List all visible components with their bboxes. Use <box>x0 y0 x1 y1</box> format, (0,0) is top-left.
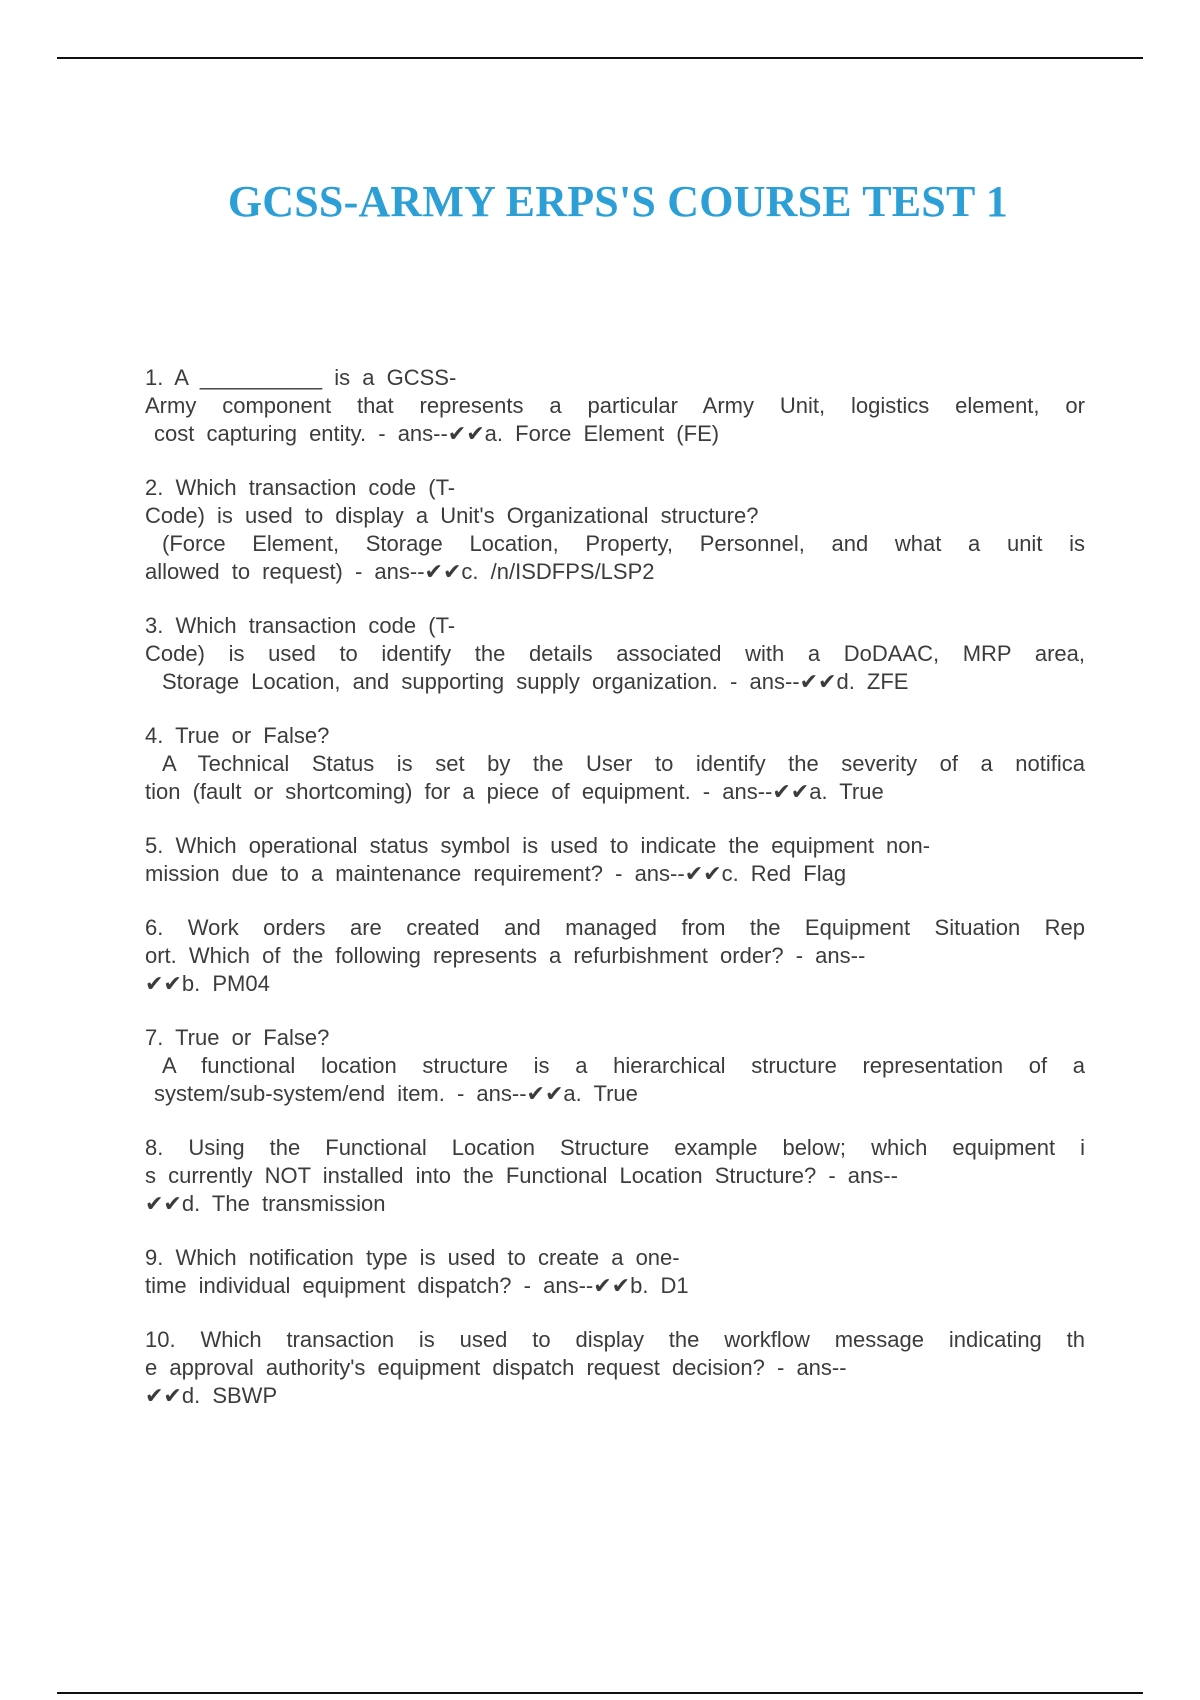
document-title: GCSS-ARMY ERPS'S COURSE TEST 1 <box>227 177 1009 226</box>
question-10 <box>145 1326 1085 1410</box>
question-6 <box>145 914 1085 998</box>
question-3 <box>145 612 1085 696</box>
question-line: allowed to request) - ans--✔✔c. /n/ISDFPS/LSP2 <box>145 559 655 584</box>
question-line: 3. Which transaction code (T- <box>145 613 456 638</box>
question-line: ✔✔d. The transmission <box>145 1191 386 1216</box>
question-line: 10. Which transaction is used to display the workflow message indicating th <box>145 1327 1085 1352</box>
question-line: ✔✔d. SBWP <box>145 1383 278 1408</box>
bottom-rule <box>57 1692 1143 1694</box>
question-9 <box>145 1244 1085 1300</box>
question-line: time individual equipment dispatch? - ans--✔✔b. D1 <box>145 1273 689 1298</box>
question-line: 2. Which transaction code (T- <box>145 475 456 500</box>
question-line: ✔✔b. PM04 <box>145 971 270 996</box>
question-line: ort. Which of the following represents a refurbishment order? - ans-- <box>145 943 866 968</box>
question-line: tion (fault or shortcoming) for a piece of equipment. - ans--✔✔a. True <box>145 779 884 804</box>
question-line: 5. Which operational status symbol is used to indicate the equipment non- <box>145 833 931 858</box>
question-line: system/sub-system/end item. - ans--✔✔a. True <box>154 1081 638 1106</box>
question-line: A functional location structure is a hierarchical structure representation of a <box>162 1053 1085 1078</box>
question-line: Army component that represents a particular Army Unit, logistics element, or <box>145 393 1085 418</box>
question-2 <box>145 474 1085 586</box>
question-7 <box>145 1024 1085 1108</box>
question-line: 1. A __________ is a GCSS- <box>145 365 457 390</box>
question-4 <box>145 722 1085 806</box>
question-list <box>145 364 1085 1436</box>
question-line: cost capturing entity. - ans--✔✔a. Force Element (FE) <box>154 421 720 446</box>
question-line: A Technical Status is set by the User to identify the severity of a notifica <box>162 751 1085 776</box>
question-line: 7. True or False? <box>145 1025 330 1050</box>
question-5 <box>145 832 1085 888</box>
question-line: s currently NOT installed into the Functional Location Structure? - ans-- <box>145 1163 898 1188</box>
question-line: Code) is used to display a Unit's Organizational structure? <box>145 503 759 528</box>
top-rule <box>57 57 1143 59</box>
question-1 <box>145 364 1085 448</box>
question-line: Code) is used to identify the details associated with a DoDAAC, MRP area, <box>145 641 1085 666</box>
question-line: 8. Using the Functional Location Structure example below; which equipment i <box>145 1135 1085 1160</box>
question-line: 6. Work orders are created and managed from the Equipment Situation Rep <box>145 915 1085 940</box>
question-line: Storage Location, and supporting supply organization. - ans--✔✔d. ZFE <box>162 669 909 694</box>
question-8 <box>145 1134 1085 1218</box>
question-line: 4. True or False? <box>145 723 330 748</box>
question-line: mission due to a maintenance requirement? - ans--✔✔c. Red Flag <box>145 861 847 886</box>
question-line: (Force Element, Storage Location, Property, Personnel, and what a unit is <box>162 531 1085 556</box>
question-line: e approval authority's equipment dispatch request decision? - ans-- <box>145 1355 847 1380</box>
question-line: 9. Which notification type is used to create a one- <box>145 1245 680 1270</box>
